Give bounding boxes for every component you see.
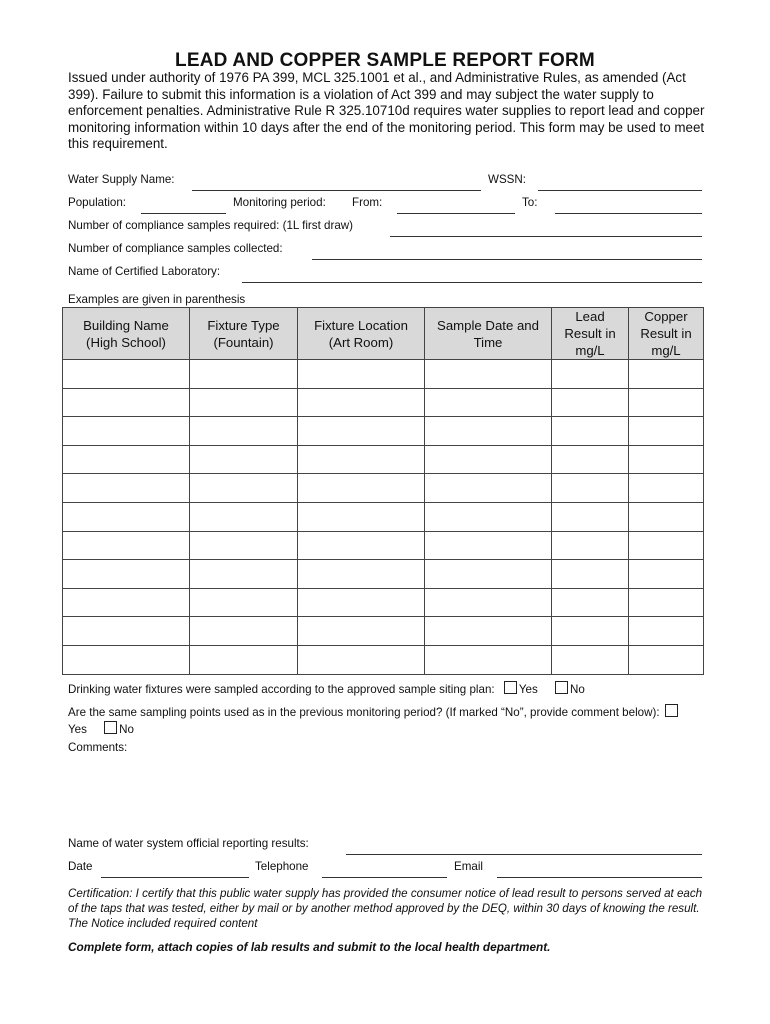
table-cell[interactable] [63,360,190,389]
table-row [63,588,704,617]
table-cell[interactable] [552,588,629,617]
table-cell[interactable] [629,531,704,560]
to-field[interactable] [555,213,702,214]
header-fixture-location: Fixture Location (Art Room) [298,308,425,360]
table-cell[interactable] [190,645,298,674]
table-cell[interactable] [190,560,298,589]
form-title: LEAD AND COPPER SAMPLE REPORT FORM [175,50,595,71]
telephone-label: Telephone [255,860,309,873]
table-cell[interactable] [552,360,629,389]
table-cell[interactable] [629,588,704,617]
population-field[interactable] [141,213,226,214]
from-label: From: [352,196,383,209]
official-name-field[interactable] [346,854,702,855]
table-cell[interactable] [298,474,425,503]
table-cell[interactable] [63,417,190,446]
to-label: To: [522,196,538,209]
telephone-field[interactable] [322,877,447,878]
table-cell[interactable] [63,445,190,474]
table-cell[interactable] [425,645,552,674]
table-cell[interactable] [552,445,629,474]
table-row [63,417,704,446]
header-copper-result: Copper Result in mg/L [629,308,704,360]
table-cell[interactable] [425,417,552,446]
lab-name-label: Name of Certified Laboratory: [68,265,221,278]
table-cell[interactable] [629,645,704,674]
table-cell[interactable] [629,617,704,646]
table-cell[interactable] [629,560,704,589]
comments-area[interactable] [68,760,702,830]
table-cell[interactable] [298,502,425,531]
table-cell[interactable] [298,417,425,446]
table-cell[interactable] [425,360,552,389]
table-cell[interactable] [63,560,190,589]
table-cell[interactable] [425,474,552,503]
table-cell[interactable] [629,445,704,474]
table-cell[interactable] [298,360,425,389]
table-cell[interactable] [425,502,552,531]
table-row [63,445,704,474]
wssn-label: WSSN: [488,173,527,186]
table-cell[interactable] [190,388,298,417]
certification-statement: Certification: I certify that this public water supply has provided the consumer notice of lead result to persons served at each of the taps that was tested, either by mail or by another method approved by the DEQ, within 30 days of knowing the result. The Notice included required content [68,887,703,930]
table-cell[interactable] [63,502,190,531]
table-cell[interactable] [629,502,704,531]
samples-required-field[interactable] [390,236,702,237]
sample-results-table [62,307,704,675]
table-cell[interactable] [298,531,425,560]
header-sample-date-time: Sample Date and Time [425,308,552,360]
header-lead-result: Lead Result in mg/L [552,308,629,360]
table-cell[interactable] [552,645,629,674]
same-points-no-checkbox[interactable] [104,721,117,734]
table-cell[interactable] [190,360,298,389]
submission-instructions: Complete form, attach copies of lab results and submit to the local health department. [68,940,551,954]
population-label: Population: [68,196,127,209]
samples-required-label: Number of compliance samples required: (1L first draw) [68,219,354,232]
table-cell[interactable] [552,617,629,646]
table-cell[interactable] [425,588,552,617]
date-field[interactable] [101,877,249,878]
table-cell[interactable] [552,560,629,589]
table-row [63,560,704,589]
email-field[interactable] [497,877,702,878]
table-cell[interactable] [63,588,190,617]
table-cell[interactable] [190,531,298,560]
table-cell[interactable] [552,531,629,560]
table-cell[interactable] [629,360,704,389]
table-note: Examples are given in parenthesis [68,293,246,306]
table-cell[interactable] [552,474,629,503]
intro-paragraph: Issued under authority of 1976 PA 399, MCL 325.1001 et al., and Administrative Rules, as amended (Act 399). Failure to submit this information is a violation of Act 399 and may subject the water supply to enforcement penalties. Administrative Rule R 325.10710d requires water supplies to report lead and copper monitoring information within 10 days after the end of the monitoring period. This form may be used to meet this requirement. [68,70,705,151]
table-cell[interactable] [298,445,425,474]
table-header-row [63,308,704,360]
table-cell[interactable] [629,417,704,446]
table-cell[interactable] [298,560,425,589]
table-cell[interactable] [63,531,190,560]
samples-collected-label: Number of compliance samples collected: [68,242,283,255]
table-cell[interactable] [629,474,704,503]
date-label: Date [68,860,93,873]
from-field[interactable] [397,213,515,214]
official-name-label: Name of water system official reporting results: [68,837,309,850]
table-cell[interactable] [298,617,425,646]
table-cell[interactable] [552,502,629,531]
table-cell[interactable] [552,417,629,446]
lab-name-field[interactable] [242,282,702,283]
header-fixture-type: Fixture Type (Fountain) [190,308,298,360]
siting-plan-no-checkbox[interactable] [555,681,568,694]
table-row [63,531,704,560]
table-cell[interactable] [190,588,298,617]
table-row [63,502,704,531]
table-cell[interactable] [425,445,552,474]
table-cell[interactable] [298,388,425,417]
table-cell[interactable] [298,645,425,674]
table-cell[interactable] [63,645,190,674]
table-row [63,388,704,417]
table-row [63,617,704,646]
table-row [63,645,704,674]
siting-plan-question: Drinking water fixtures were sampled according to the approved sample siting plan: Yes No [68,683,585,696]
table-cell[interactable] [298,588,425,617]
table-cell[interactable] [190,617,298,646]
table-cell[interactable] [190,474,298,503]
water-supply-name-field[interactable] [192,190,481,191]
table-cell[interactable] [63,388,190,417]
table-cell[interactable] [425,617,552,646]
wssn-field[interactable] [538,190,702,191]
comments-label: Comments: [68,741,128,754]
monitoring-period-label: Monitoring period: [233,196,326,209]
table-cell[interactable] [425,388,552,417]
table-cell[interactable] [190,502,298,531]
siting-plan-yes-checkbox[interactable] [504,681,517,694]
table-cell[interactable] [190,417,298,446]
table-cell[interactable] [190,445,298,474]
table-cell[interactable] [425,560,552,589]
table-cell[interactable] [552,388,629,417]
same-points-yes-checkbox[interactable] [665,704,678,717]
same-sampling-points-question: Are the same sampling points used as in the previous monitoring period? (If marked “No”, provide comment below): Yes No [68,704,688,737]
table-cell[interactable] [63,474,190,503]
samples-collected-field[interactable] [312,259,702,260]
water-supply-name-label: Water Supply Name: [68,173,175,186]
table-row [63,474,704,503]
table-cell[interactable] [63,617,190,646]
header-building-name: Building Name (High School) [63,308,190,360]
table-row [63,360,704,389]
table-cell[interactable] [629,388,704,417]
email-label: Email [454,860,483,873]
table-cell[interactable] [425,531,552,560]
